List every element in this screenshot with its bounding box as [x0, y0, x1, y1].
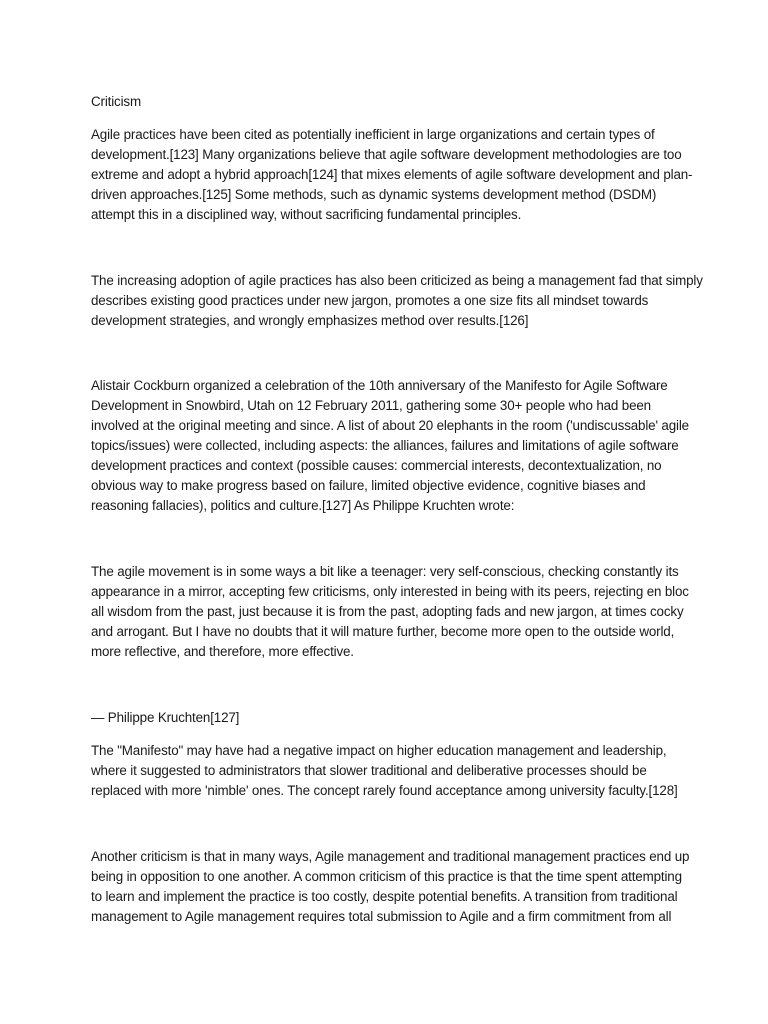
text-line: attempt this in a disciplined way, without sacrificing fundamental principles.	[91, 207, 522, 222]
heading-text: Criticism	[91, 94, 141, 109]
text-line: replaced with more 'nimble' ones. The concept rarely found acceptance among university faculty.[128]	[91, 783, 678, 798]
text-line: and arrogant. But I have no doubts that it will mature further, become more open to the outside world,	[91, 624, 675, 639]
text-line: appearance in a mirror, accepting few criticisms, only interested in being with its peers, rejecting en bloc	[91, 584, 689, 599]
text-line: development strategies, and wrongly emphasizes method over results.[126]	[91, 313, 529, 328]
text-line: driven approaches.[125] Some methods, such as dynamic systems development method (DSDM)	[91, 187, 657, 202]
text-line: extreme and adopt a hybrid approach[124] that mixes elements of agile software development and plan-	[91, 167, 693, 182]
text-line: development practices and context (possible causes: commercial interests, decontextualization, no	[91, 458, 662, 473]
text-line: all wisdom from the past, just because it is from the past, adopting fads and new jargon, at times cocky	[91, 604, 684, 619]
text-line: Agile practices have been cited as potentially inefficient in large organizations and certain types of	[91, 127, 655, 142]
text-line: Another criticism is that in many ways, Agile management and traditional management practices end up	[91, 849, 690, 864]
quote-attribution	[91, 708, 681, 728]
text-line: development.[123] Many organizations believe that agile software development methodologies are too	[91, 147, 682, 162]
text-line: The "Manifesto" may have had a negative impact on higher education management and leadership,	[91, 743, 667, 758]
paragraph-2	[91, 271, 703, 331]
text-line: Development in Snowbird, Utah on 12 February 2011, gathering some 30+ people who had been	[91, 398, 651, 413]
section-heading	[91, 92, 681, 112]
text-line: involved at the original meeting and since. A list of about 20 elephants in the room ('undiscussable' agile	[91, 418, 689, 433]
paragraph-6	[91, 847, 690, 927]
text-line: to learn and implement the practice is too costly, despite potential benefits. A transition from traditional	[91, 889, 678, 904]
text-line: management to Agile management requires total submission to Agile and a firm commitment from all	[91, 909, 672, 924]
text-line: where it suggested to administrators that slower traditional and deliberative processes should be	[91, 763, 647, 778]
text-line: describes existing good practices under new jargon, promotes a one size fits all mindset towards	[91, 293, 649, 308]
text-line: obvious way to make progress based on failure, limited objective evidence, cognitive biases and	[91, 478, 646, 493]
text-line: reasoning fallacies), politics and culture.[127] As Philippe Kruchten wrote:	[91, 498, 515, 513]
paragraph-1	[91, 125, 693, 225]
text-line: Alistair Cockburn organized a celebration of the 10th anniversary of the Manifesto for Agile Software	[91, 378, 668, 393]
text-line: topics/issues) were collected, including aspects: the alliances, failures and limitations of agile software	[91, 438, 679, 453]
quote-paragraph	[91, 562, 689, 662]
text-line: being in opposition to one another. A common criticism of this practice is that the time spent attempting	[91, 869, 682, 884]
text-line: — Philippe Kruchten[127]	[91, 710, 240, 725]
text-line: more reflective, and therefore, more effective.	[91, 644, 354, 659]
text-line: The agile movement is in some ways a bit like a teenager: very self-conscious, checking constantly its	[91, 564, 679, 579]
paragraph-5	[91, 741, 681, 801]
paragraph-3	[91, 376, 689, 516]
text-line: The increasing adoption of agile practices has also been criticized as being a management fad that simply	[91, 273, 703, 288]
